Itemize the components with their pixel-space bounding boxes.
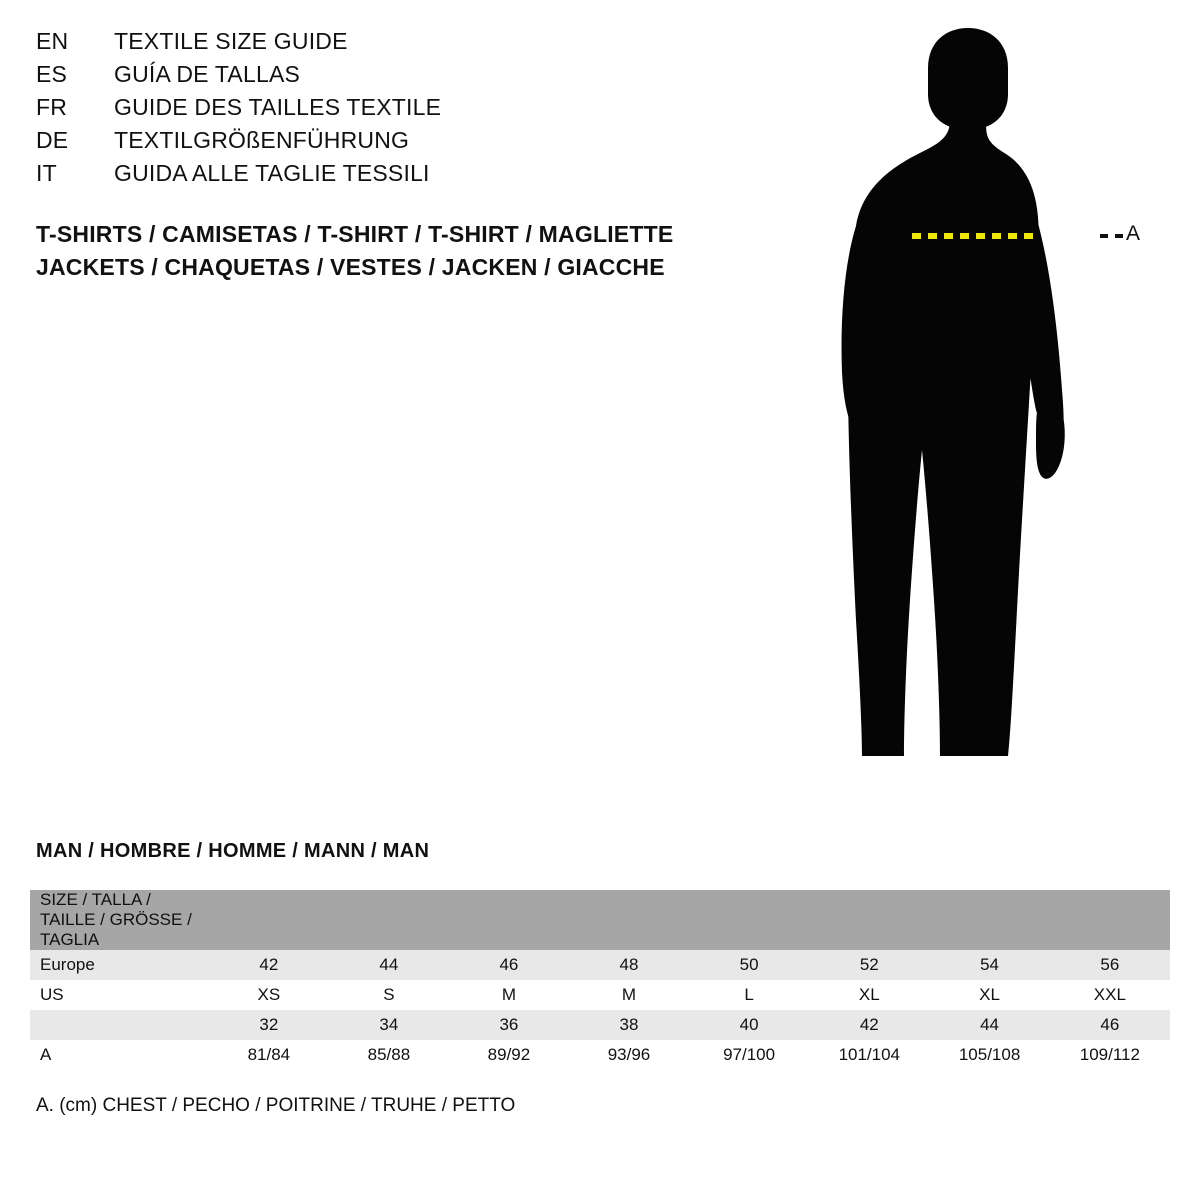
row-cell: S — [329, 980, 449, 1010]
row-cell: 36 — [449, 1010, 569, 1040]
row-cell: 85/88 — [329, 1040, 449, 1070]
table-header-row — [30, 890, 1170, 950]
table-header-spacer — [329, 890, 449, 950]
table-header-spacer — [1050, 890, 1170, 950]
language-code: FR — [36, 94, 68, 120]
row-cell: M — [569, 980, 689, 1010]
row-cell: 38 — [569, 1010, 689, 1040]
table-row — [30, 1010, 1170, 1040]
row-label: Europe — [30, 950, 209, 980]
size-table — [30, 890, 1170, 1070]
language-text: TEXTILGRÖßENFÜHRUNG — [114, 127, 410, 153]
body-silhouette-figure — [800, 20, 1180, 790]
language-row — [36, 28, 756, 61]
row-cell: 42 — [209, 950, 329, 980]
silhouette-svg — [800, 20, 1180, 790]
row-cell: 97/100 — [689, 1040, 809, 1070]
language-code: DE — [36, 127, 69, 153]
language-row — [36, 160, 756, 193]
row-cell: 56 — [1050, 950, 1170, 980]
row-cell: 40 — [689, 1010, 809, 1040]
row-label: A — [30, 1040, 209, 1070]
table-header-spacer — [809, 890, 929, 950]
table-row — [30, 1040, 1170, 1070]
row-cell: XL — [809, 980, 929, 1010]
language-text: GUÍA DE TALLAS — [114, 61, 301, 87]
row-cell: 93/96 — [569, 1040, 689, 1070]
category-list — [36, 218, 796, 284]
language-code: EN — [36, 28, 69, 54]
silhouette-shape — [842, 28, 1065, 756]
language-code: IT — [36, 160, 57, 186]
chest-callout-label: A — [1126, 222, 1141, 245]
table-row — [30, 980, 1170, 1010]
row-cell: 48 — [569, 950, 689, 980]
row-cell: 54 — [929, 950, 1049, 980]
table-header-spacer — [209, 890, 329, 950]
row-cell: 109/112 — [1050, 1040, 1170, 1070]
row-cell: 81/84 — [209, 1040, 329, 1070]
table-header-spacer — [689, 890, 809, 950]
language-text: GUIDA ALLE TAGLIE TESSILI — [114, 160, 430, 186]
category-line-tshirts: T-SHIRTS / CAMISETAS / T-SHIRT / T-SHIRT / MAGLIETTE — [36, 221, 674, 247]
row-cell: XS — [209, 980, 329, 1010]
table-row — [30, 950, 1170, 980]
row-cell: L — [689, 980, 809, 1010]
category-line-jackets: JACKETS / CHAQUETAS / VESTES / JACKEN / GIACCHE — [36, 254, 665, 280]
row-cell: 50 — [689, 950, 809, 980]
row-label: US — [30, 980, 209, 1010]
row-cell: 52 — [809, 950, 929, 980]
language-code: ES — [36, 61, 68, 87]
row-cell: 105/108 — [929, 1040, 1049, 1070]
row-cell: M — [449, 980, 569, 1010]
table-header-label: SIZE / TALLA / TAILLE / GRÖSSE / TAGLIA — [30, 890, 209, 950]
language-row — [36, 94, 756, 127]
row-cell: XL — [929, 980, 1049, 1010]
table-header-spacer — [569, 890, 689, 950]
row-cell: XXL — [1050, 980, 1170, 1010]
language-row — [36, 61, 756, 94]
row-cell: 34 — [329, 1010, 449, 1040]
row-cell: 89/92 — [449, 1040, 569, 1070]
row-label — [30, 1010, 209, 1040]
row-cell: 44 — [929, 1010, 1049, 1040]
row-cell: 44 — [329, 950, 449, 980]
table-header-spacer — [929, 890, 1049, 950]
language-text: TEXTILE SIZE GUIDE — [114, 28, 348, 54]
row-cell: 101/104 — [809, 1040, 929, 1070]
row-cell: 46 — [449, 950, 569, 980]
language-text: GUIDE DES TAILLES TEXTILE — [114, 94, 442, 120]
table-section-title: MAN / HOMBRE / HOMME / MANN / MAN — [36, 840, 430, 862]
row-cell: 42 — [809, 1010, 929, 1040]
row-cell: 32 — [209, 1010, 329, 1040]
language-row — [36, 127, 756, 160]
table-header-spacer — [449, 890, 569, 950]
row-cell: 46 — [1050, 1010, 1170, 1040]
language-list — [36, 28, 756, 193]
table-footnote: A. (cm) CHEST / PECHO / POITRINE / TRUHE / PETTO — [36, 1095, 516, 1116]
